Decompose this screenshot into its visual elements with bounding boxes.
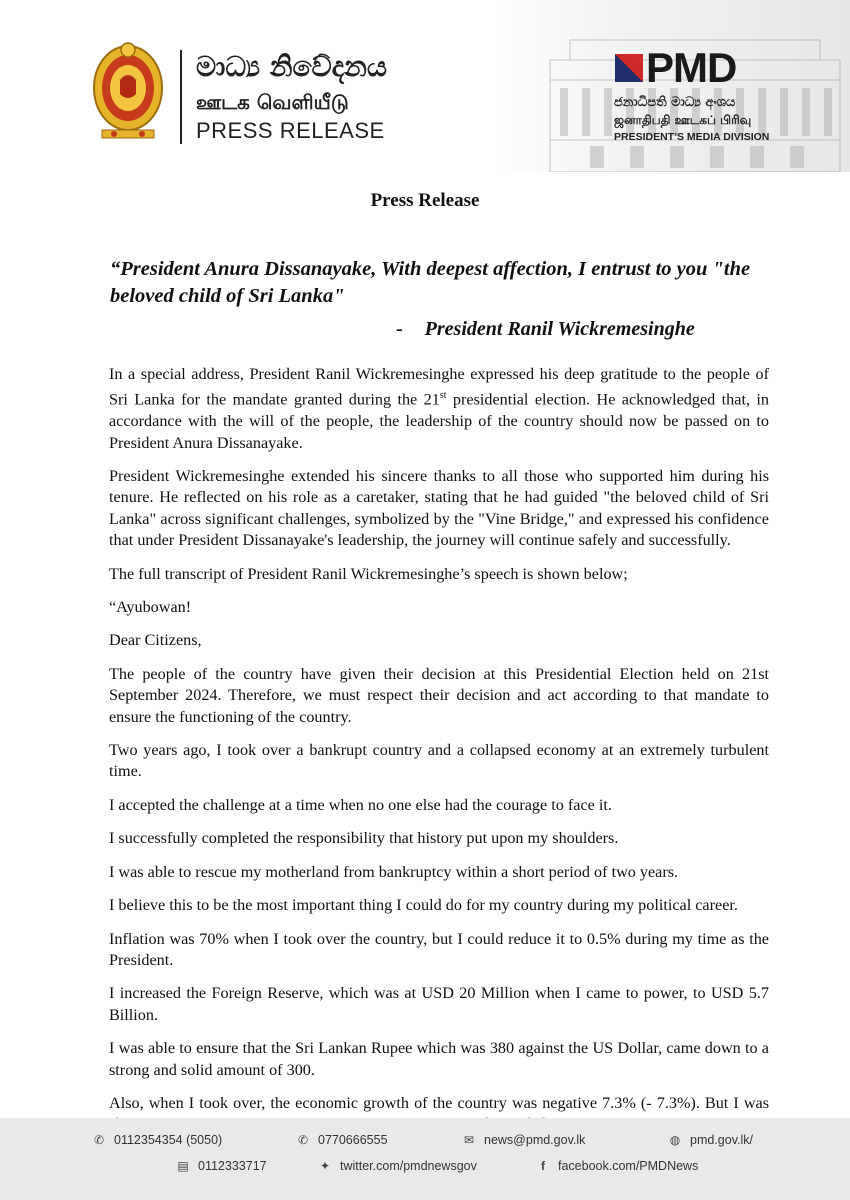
footer-website[interactable]: ◍ pmd.gov.lk/ xyxy=(669,1133,753,1147)
footer-facebook[interactable]: f facebook.com/PMDNews xyxy=(536,1159,698,1173)
paragraph: President Wickremesinghe extended his sincere thanks to all those who supported him during his tenure. He reflected on his role as a caretaker, stating that he had guided "the beloved child of Sri Lanka" across significant challenges, symbolized by the "Vine Bridge," and expressed his confidence that under President Dissanayake's leadership, the journey will continue safely and successfully. xyxy=(109,467,769,550)
footer-twitter[interactable]: ✦ twitter.com/pmdnewsgov xyxy=(319,1159,477,1173)
footer-phone-primary: ✆ 0112354354 (5050) xyxy=(93,1133,223,1147)
paragraph: Inflation was 70% when I took over the country, but I could reduce it to 0.5% during my time as the President. xyxy=(109,929,769,969)
paragraph: Dear Citizens, xyxy=(109,631,202,650)
header-divider xyxy=(180,50,182,144)
body-text xyxy=(109,364,769,1148)
paragraph: I successfully completed the responsibility that history put upon my shoulders. xyxy=(109,829,619,848)
paragraph: The full transcript of President Ranil Wickremesinghe’s speech is shown below; xyxy=(109,564,628,583)
attribution-dash: - xyxy=(396,318,403,340)
pmd-tamil-name: ஜனாதிபதி ஊடகப் பிரிவு xyxy=(614,113,752,127)
paragraph: I believe this to be the most important thing I could do for my country during my political career. xyxy=(109,896,738,915)
paragraph: I increased the Foreign Reserve, which was at USD 20 Million when I came to power, to USD 5.7 Billion. xyxy=(109,984,769,1024)
tamil-title: ஊடக வெளியீடு xyxy=(196,90,349,114)
envelope-icon: ✉ xyxy=(463,1133,475,1147)
globe-icon: ◍ xyxy=(669,1133,681,1147)
pmd-logo-text: PMD xyxy=(646,44,737,91)
paragraph: I accepted the challenge at a time when no one else had the courage to face it. xyxy=(109,795,612,814)
quote-attribution xyxy=(396,318,695,341)
phone-icon: ✆ xyxy=(93,1133,105,1147)
footer-phone-mobile: ✆ 0770666555 xyxy=(297,1133,388,1147)
press-release-label: PRESS RELEASE xyxy=(196,118,385,143)
paragraph: Two years ago, I took over a bankrupt country and a collapsed economy at an extremely turbulent time. xyxy=(109,741,769,781)
paragraph: I was able to rescue my motherland from bankruptcy within a short period of two years. xyxy=(109,862,679,881)
paragraph: “Ayubowan! xyxy=(109,598,192,617)
phone-icon: ✆ xyxy=(297,1133,309,1147)
footer-email[interactable]: ✉ news@pmd.gov.lk xyxy=(463,1133,586,1147)
pmd-english-name: PRESIDENT’S MEDIA DIVISION xyxy=(614,131,770,143)
paragraph: Also, when I took over, the economic growth of the country was negative 7.3% (- 7.3%). But I was xyxy=(109,1093,769,1112)
pmd-sinhala-name: ජනාධිපති මාධ්‍ය අංශය xyxy=(614,95,736,110)
fax-icon: ▤ xyxy=(177,1159,189,1173)
document-title: Press Release xyxy=(370,190,480,211)
footer-fax: ▤ 0112333717 xyxy=(177,1159,267,1173)
sinhala-title: මාධ්‍ය නිවේදනය xyxy=(196,50,387,83)
headline-quote: “President Anura Dissanayake, With deepest affection, I entrust to you "the beloved child of Sri Lanka" xyxy=(110,258,751,307)
attribution-name: President Ranil Wickremesinghe xyxy=(424,318,695,340)
paragraph: The people of the country have given their decision at this Presidential Election held on 21st September 2024. Therefore, we must respect their decision and act according to that mandate to ensure the functioning of the country. xyxy=(109,664,769,726)
paragraph: I was able to ensure that the Sri Lankan Rupee which was 380 against the US Dollar, came down to a strong and solid amount of 300. xyxy=(109,1039,769,1079)
facebook-icon: f xyxy=(541,1159,545,1173)
paragraph: In a special address, President Ranil Wickremesinghe expressed his deep gratitude to the people of Sri Lanka for the mandate granted during the 21st presidential election. He acknowledged that, in accordance with the will of the people, the leadership of the country should now be passed on to President Anura Dissanayake. xyxy=(109,365,769,452)
contact-footer xyxy=(0,1118,850,1200)
twitter-icon: ✦ xyxy=(319,1159,331,1173)
sri-lanka-emblem-icon xyxy=(90,40,166,144)
pmd-logo-icon xyxy=(615,54,643,82)
letterhead xyxy=(0,0,850,172)
